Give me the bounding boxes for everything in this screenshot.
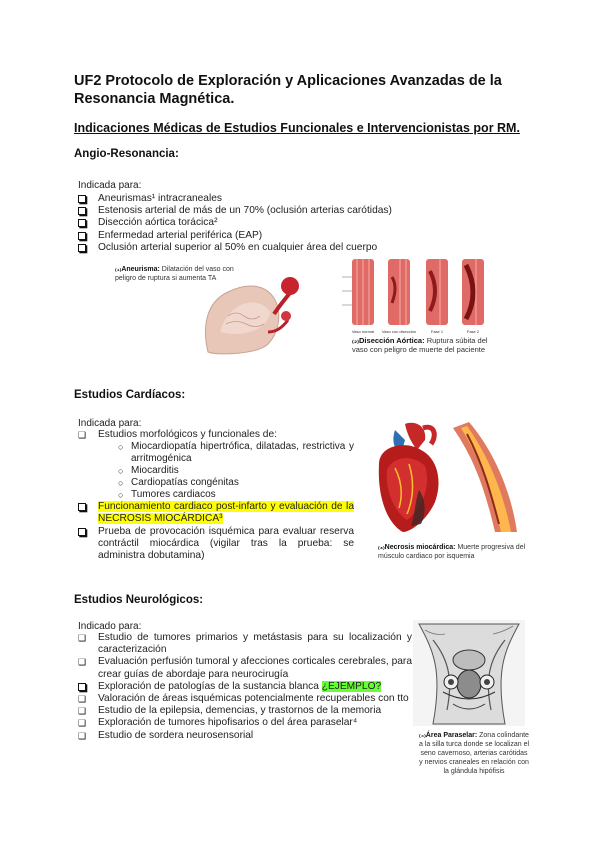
page-subtitle: Indicaciones Médicas de Estudios Funcionales e Intervencionistas por RM. (74, 121, 520, 135)
circle-bullet-icon: ○ (118, 478, 124, 489)
cardio-heading: Estudios Cardíacos: (74, 389, 186, 401)
checkbox-bullet-icon (78, 195, 86, 203)
neuro-list (72, 632, 412, 742)
checkbox-bullet-icon (78, 232, 86, 240)
page-title: UF2 Protocolo de Exploración y Aplicaciones Avanzadas de la Resonancia Magnética. (74, 73, 502, 107)
circle-bullet-icon: ○ (118, 442, 124, 453)
parasellar-caption: ₍₄₎Área Paraselar: Zona colindante a la silla turca donde se localizan el seno cavernoso, arterias carótidas y nervios craneales en relación con la glándula hipófisis (418, 732, 530, 775)
parasellar-illustration (413, 620, 525, 726)
angio-heading: Angio-Resonancia: (74, 148, 179, 160)
arrow-bullet-icon: ❑ (78, 718, 87, 729)
arrow-bullet-icon: ❑ (78, 430, 87, 440)
aortic-dissection-illustration (340, 255, 492, 335)
vessel-label: Vaso con disección (381, 329, 417, 334)
checkbox-bullet-icon (78, 219, 86, 227)
list-item: ❑ Estudio de tumores primarios y metástasis para su localización y caracterización (78, 632, 412, 656)
list-item: Aneurismas¹ intracraneales (72, 193, 492, 205)
checkbox-bullet-icon (78, 528, 86, 536)
sub-list-item: ○ Miocarditis (118, 465, 179, 477)
checkbox-bullet-icon (78, 503, 86, 511)
aortic-dissection-caption: ₍₂₎Disección Aórtica: Ruptura súbita del vaso con peligro de muerte del paciente (352, 336, 488, 354)
list-item: ❑ Estudio de sordera neurosensorial (78, 729, 254, 741)
list-item: Enfermedad arterial periférica (EAP) (72, 230, 492, 242)
list-item: ❑ Estudio de la epilepsia, demencias, y trastornos de la memoria (78, 705, 382, 717)
aneurysm-illustration (198, 272, 308, 356)
list-item: ❑ Valoración de áreas isquémicas potencialmente recuperables con tto (78, 693, 409, 705)
sub-list-item: ○ Tumores cardiacos (118, 489, 216, 501)
circle-bullet-icon: ○ (118, 490, 124, 501)
list-item: ❑ Estudios morfológicos y funcionales de: ○ Miocardiopatía hipertrófica, dilatadas, restrictiva y arritmogénica ○ Miocarditis ○ Cardiopatías congénitas ○ Tumores cardiacos (78, 429, 354, 501)
checkbox-bullet-icon (78, 244, 86, 252)
list-item: Prueba de provocación isquémica para evaluar reserva contráctil miocárdica (vigilar tras la prueba: se administra dobutamina) (72, 526, 354, 563)
neuro-intro: Indicado para: (78, 621, 142, 632)
cardio-list (72, 429, 354, 562)
heart-illustration (365, 420, 525, 540)
list-item (72, 501, 354, 525)
arrow-bullet-icon: ❑ (78, 730, 87, 741)
sub-list-item: ○ Cardiopatías congénitas (118, 477, 239, 489)
list-item: Oclusión arterial superior al 50% en cualquier área del cuerpo (72, 242, 492, 254)
checkbox-bullet-icon (78, 683, 86, 691)
list-item: ❑ Exploración de tumores hipofisarios o del área paraselar⁴ (78, 717, 358, 729)
circle-bullet-icon: ○ (118, 466, 124, 477)
list-item: ❑ Evaluación perfusión tumoral y afecciones corticales cerebrales, para crear guías de abordaje para neurocirugía (78, 656, 412, 680)
angio-list (72, 193, 492, 254)
list-item: Estenosis arterial de más de un 70% (oclusión arterias carótidas) (72, 205, 492, 217)
example-highlight: ¿EJEMPLO? (321, 680, 382, 692)
vessel-label: Fase 1 (430, 329, 444, 334)
checkbox-bullet-icon (78, 207, 86, 215)
vessel-label: Fase 2 (466, 329, 480, 334)
angio-intro: Indicada para: (78, 180, 142, 191)
arrow-bullet-icon: ❑ (78, 633, 87, 643)
neuro-heading: Estudios Neurológicos: (74, 594, 204, 606)
vessel-label: Vaso normal (351, 329, 375, 334)
arrow-bullet-icon: ❑ (78, 657, 87, 668)
cardio-intro: Indicada para: (78, 418, 142, 429)
arrow-bullet-icon: ❑ (78, 706, 87, 717)
highlighted-text: Funcionamiento cardiaco post-infarto y evaluación de la NECROSIS MIOCÁRDICA³ (98, 501, 354, 525)
arrow-bullet-icon: ❑ (78, 694, 87, 705)
list-item: Exploración de patologías de la sustancia blanca ¿EJEMPLO? (72, 681, 412, 693)
aneurysm-caption: ₍₁₎Aneurisma: Dilatación del vaso con peligro de ruptura si aumenta TA (115, 266, 234, 282)
necrosis-caption: ₍₃₎Necrosis miocárdica: Muerte progresiva del músculo cardiaco por isquemia (378, 544, 526, 560)
list-item: Disección aórtica torácica² (72, 217, 492, 229)
sub-list-item: ○ Miocardiopatía hipertrófica, dilatadas, restrictiva y arritmogénica (118, 441, 354, 465)
